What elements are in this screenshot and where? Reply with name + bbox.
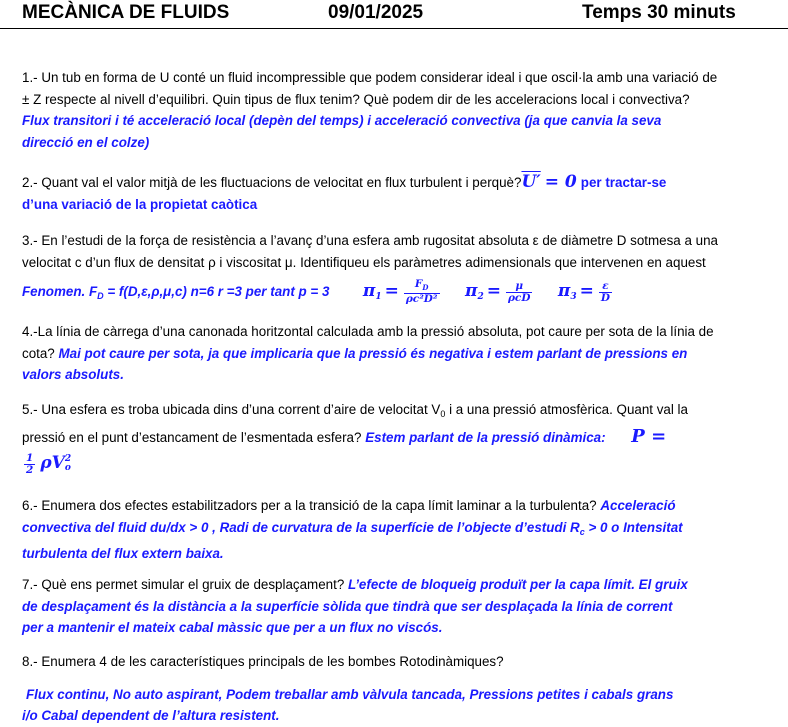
mean-fluctuation-symbol: U′ xyxy=(521,172,541,192)
answer-text: convectiva del fluid du/dx > 0 , Radi de curvatura de la superfície de l’objecte d’estudi $R_c > 0$ o Intensitat xyxy=(22,519,683,537)
answer-text: Flux continu, No auto aspirant, Podem treballar amb vàlvula tancada, Pressions petites i cabals grans xyxy=(26,686,674,702)
exam-header xyxy=(0,0,788,28)
question-line xyxy=(22,574,774,596)
answer-text: i/o Cabal dependent de l’altura resistent. xyxy=(22,708,280,723)
pi2-fraction: $\frac{\mu}{\text{ρcD}}$ xyxy=(507,279,531,304)
pi2-symbol: $\pi_2$ xyxy=(464,281,484,302)
dynamic-pressure-formula: $\frac{1}{2}$ ρV 2 o xyxy=(26,451,72,476)
question-text: velocitat c d’un flux de densitat ρ i viscositat μ. Identifiqueu els paràmetres adimensionals que intervenen en aquest xyxy=(22,254,706,270)
answer-text: per tractar-se xyxy=(580,175,667,190)
question-6 xyxy=(22,495,774,565)
question-text: 7.- Què ens permet simular el gruix de desplaçament? xyxy=(22,577,345,592)
question-line xyxy=(22,426,774,449)
question-1 xyxy=(22,67,774,153)
question-2 xyxy=(22,172,774,215)
question-text: pressió en el punt d’estancament de l’esmentada esfera? xyxy=(22,429,362,445)
answer-text: d’una variació de la propietat caòtica xyxy=(22,196,258,212)
question-line: 5.- Una esfera es troba ubicada dins d’una corrent d’aire de velocitat $V_0$ i a una pressió atmosfèrica. Quant val la xyxy=(22,402,688,419)
question-line xyxy=(22,495,774,517)
question-text: cota? xyxy=(22,345,55,361)
half-fraction: $\frac{1}{2}$ xyxy=(26,451,34,476)
question-8 xyxy=(22,651,774,727)
answer-text: valors absoluts. xyxy=(22,367,124,382)
question-text: 8.- Enumera 4 de les característiques principals de les bombes Rotodinàmiques? xyxy=(22,654,504,669)
answer-text: Acceleració xyxy=(600,498,676,513)
question-text: 1.- Un tub en forma de U conté un fluid incompressible que podem considerar ideal i que oscil·la amb una variació de xyxy=(22,70,718,85)
pi3-fraction: $\frac{\varepsilon}{D}$ xyxy=(600,279,610,304)
question-line xyxy=(22,172,774,194)
exam-duration: Temps 30 minuts xyxy=(582,2,736,23)
answer-text: per a mantenir el mateix cabal màssic que per a un flux no viscós. xyxy=(22,620,443,635)
pi3-symbol: $\pi_3$ xyxy=(557,281,577,302)
answer-text: Flux transitori i té acceleració local (depèn del temps) i acceleració convectiva (ja que canvia la seva xyxy=(22,113,662,128)
question-text: 6.- Enumera dos efectes estabilitzadors per a la transició de la capa límit laminar a la turbulenta? xyxy=(22,498,597,513)
exam-date: 09/01/2025 xyxy=(328,2,424,23)
question-5 xyxy=(22,399,774,479)
math-equals-zero: = 0 xyxy=(544,172,577,192)
question-text: 2.- Quant val el valor mitjà de les fluctuacions de velocitat en flux turbulent i perquè? xyxy=(22,175,522,190)
answer-text: de desplaçament és la distància a la superfície sòlida que tindrà que ser desplaçada la línia de corrent xyxy=(22,598,673,614)
answer-text: Mai pot caure per sota, ja que implicaria que la pressió és negativa i estem parlant de pressions en xyxy=(58,345,688,361)
question-text: 4.-La línia de càrrega d’una canonada horitzontal calculada amb la pressió absoluta, pot caure per sota de la línia de xyxy=(22,324,714,339)
pi1-fraction: $\frac{F_D}{\text{ρc²D²}}$ xyxy=(405,278,438,306)
question-text: 3.- En l’estudi de la força de resistència a l’avanç d’una esfera amb rugositat absoluta ε de diàmetre D sotmesa a una xyxy=(22,233,718,248)
answer-text: Estem parlant de la pressió dinàmica: xyxy=(365,429,606,445)
answer-text: turbulenta del flux extern baixa. xyxy=(22,546,224,561)
question-line xyxy=(22,343,774,365)
question-7 xyxy=(22,574,774,639)
answer-text: Fenomen. $F_D = f(D,\varepsilon,\rho,\mu,c)$ n=6 r =3 per tant p = 3 xyxy=(22,284,330,301)
pi1-symbol: $\pi_1$ xyxy=(362,281,382,302)
question-4 xyxy=(22,321,774,386)
answer-text: direcció en el colze) xyxy=(22,134,150,150)
question-3 xyxy=(22,230,774,312)
answer-line: Fenomen. $F_D = f(D,\varepsilon,\rho,\mu,c)$ n=6 r =3 per tant p = 3 $\pi_1$ = $\frac{F_D}{\text{ρc²D²}}$ $\pi_2$ = $\frac{\mu}{\text{ρcD}}$ $\pi_3$ = $\frac{\varepsilon}{D}$ xyxy=(22,278,610,306)
question-text: ± Z respecte al nivell d’equilibri. Quin tipus de flux tenim? Què podem dir de les acceleracions local i convectiva? xyxy=(22,91,690,107)
math-p-equals: P = xyxy=(631,425,667,447)
answer-text: L’efecte de bloqueig produït per la capa límit. El gruix xyxy=(348,577,688,592)
header-divider xyxy=(0,28,788,29)
exam-title: MECÀNICA DE FLUIDS xyxy=(22,2,230,23)
